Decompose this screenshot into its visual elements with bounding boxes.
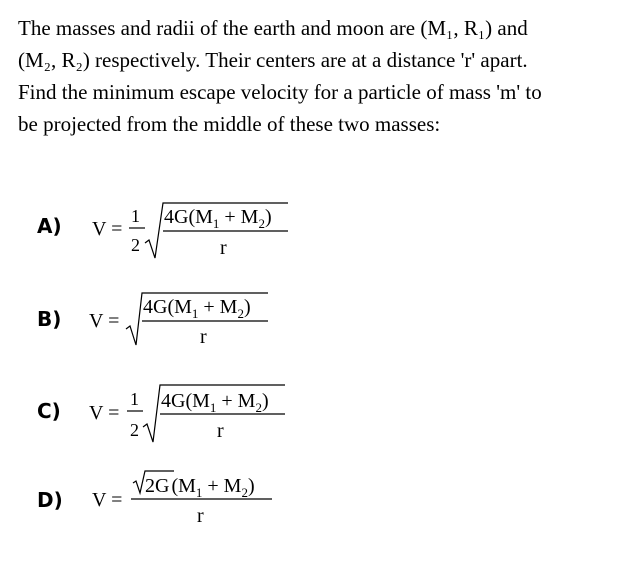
question-line: Find the minimum escape velocity for a particle of mass 'm' to	[18, 80, 542, 104]
coefficient-numerator: 1	[131, 206, 140, 226]
formula-c	[0, 380, 620, 450]
question-text	[18, 12, 598, 140]
formula-lhs: V =	[89, 402, 120, 424]
question-line: be projected from the middle of these two masses:	[18, 112, 441, 136]
option-c[interactable]	[0, 380, 620, 450]
radicand-denominator: r	[220, 237, 227, 259]
radicand-numerator: $4G(M_1 + M_2)$	[164, 206, 272, 231]
question-line: (M₂, R₂) respectively. Their centers are at a distance 'r' apart.	[18, 48, 528, 72]
formula-b	[0, 285, 620, 355]
formula-d	[0, 467, 620, 537]
radicand-numerator: 2G $(M_1 + M_2)$	[145, 475, 255, 500]
coefficient-numerator: 1	[130, 389, 139, 409]
radicand-numerator: $4G(M_1 + M_2)$	[161, 390, 269, 415]
formula-lhs: V =	[89, 310, 120, 332]
option-a[interactable]	[0, 196, 620, 266]
denominator: r	[197, 505, 204, 527]
formula-lhs: V =	[92, 218, 123, 240]
formula-a	[0, 196, 620, 266]
question-line: The masses and radii of the earth and moon are (M₁, R₁) and	[18, 16, 528, 40]
formula-lhs: V =	[92, 489, 123, 511]
option-label: A)	[37, 214, 62, 238]
option-b[interactable]	[0, 285, 620, 355]
option-label: B)	[37, 307, 62, 331]
option-label: C)	[37, 399, 61, 423]
radicand-denominator: r	[200, 326, 207, 348]
coefficient-denominator: 2	[131, 235, 140, 255]
option-label: D)	[37, 488, 63, 512]
option-d[interactable]	[0, 467, 620, 537]
radicand-numerator: $4G(M_1 + M_2)$	[143, 296, 251, 321]
coefficient-denominator: 2	[130, 420, 139, 440]
radicand-denominator: r	[217, 420, 224, 442]
